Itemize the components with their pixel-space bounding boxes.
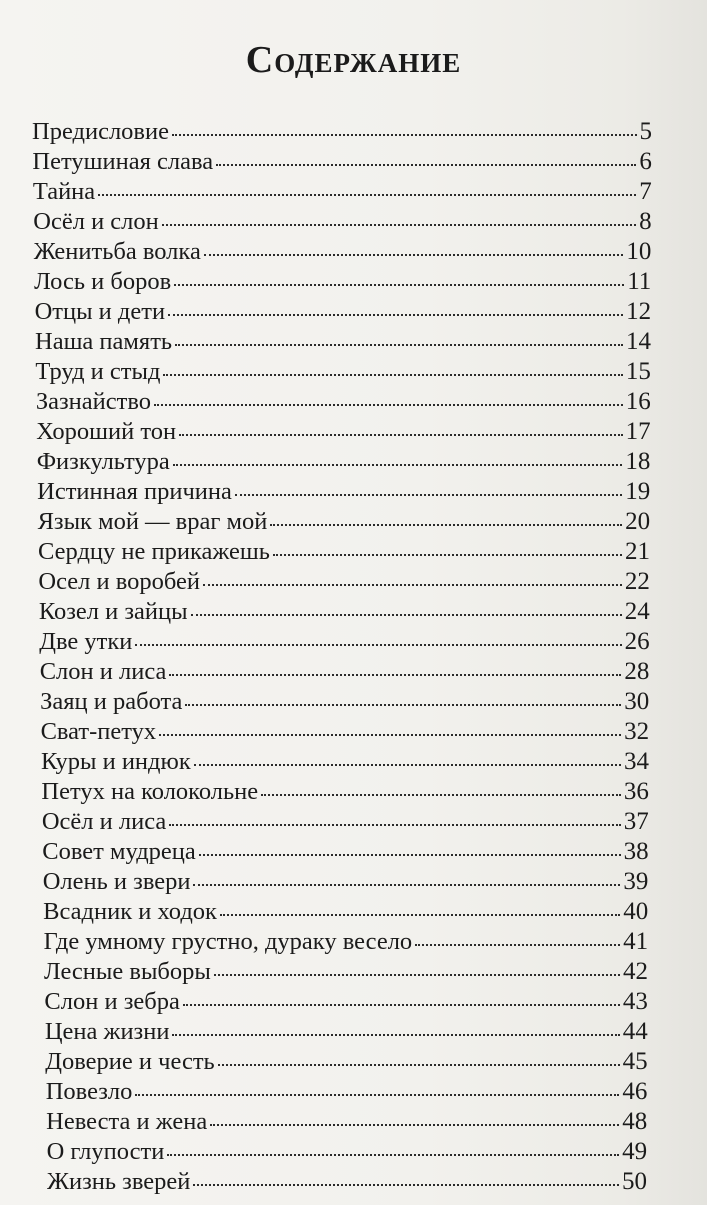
toc-entry-page-number: 18 [625,448,651,475]
toc-entry-title: Осёл и слон [33,208,159,235]
dot-leader [185,704,621,706]
toc-entry [38,538,650,566]
toc-entry-title: Отцы и дети [34,298,166,325]
toc-entry-title: Жизнь зверей [47,1168,191,1195]
dot-leader [218,1064,620,1066]
toc-entry-page-number: 30 [624,688,650,715]
toc-entry [38,568,649,596]
dot-leader [169,674,621,676]
toc-entry-title: Лось и боров [34,268,172,295]
toc-entry-title: Тайна [32,178,96,205]
dot-leader [179,434,622,436]
dot-leader [135,644,621,646]
dot-leader [235,494,622,496]
dot-leader [193,884,620,886]
toc-entry [44,988,647,1016]
toc-entry-title: Заяц и работа [40,688,183,715]
dot-leader [210,1124,619,1126]
toc-entry-page-number: 26 [624,628,650,655]
toc-entry-page-number: 48 [622,1108,648,1135]
toc-entry-page-number: 38 [623,838,649,865]
toc-entry-title: О глупости [46,1138,165,1165]
dot-leader [168,314,623,316]
toc-entry-page-number: 42 [623,958,648,985]
toc-entry-title: Слон и зебра [44,988,180,1015]
toc-entry-page-number: 37 [623,808,649,835]
dot-leader [167,1154,619,1156]
dot-leader [204,254,624,256]
toc-entry-title: Доверие и честь [45,1048,215,1075]
toc-entry-page-number: 36 [623,778,649,805]
toc-entry [47,1138,648,1166]
dot-leader [154,404,623,406]
toc-entry [47,1168,647,1196]
toc-entry-title: Совет мудреца [42,838,196,865]
toc-entry-title: Петушиная слава [32,148,214,175]
toc-entry-title: Наша память [35,328,173,355]
toc-entry-page-number: 50 [622,1168,647,1195]
toc-entry [41,748,649,776]
toc-entry-page-number: 39 [623,868,649,895]
toc-entry-page-number: 34 [624,748,649,775]
toc-entry [45,1048,647,1076]
toc-entry [45,1018,648,1046]
dot-leader [169,824,620,826]
dot-leader [193,1184,619,1186]
toc-entry-page-number: 14 [626,328,651,355]
toc-entry [32,148,651,176]
toc-entry-page-number: 10 [626,238,652,265]
toc-entry-title: Труд и стыд [35,358,161,385]
dot-leader [159,734,621,736]
toc-entry-page-number: 32 [624,718,650,745]
toc-entry-page-number: 40 [623,898,649,925]
dot-leader [175,344,623,346]
toc-entry [39,628,649,656]
toc-entry-page-number: 49 [622,1138,648,1165]
toc-entry-title: Козел и зайцы [38,598,188,625]
toc-entry [40,658,650,686]
toc-entry [34,238,652,266]
toc-entry-title: Всадник и ходок [43,898,217,925]
toc-entry-page-number: 46 [622,1078,648,1105]
toc-entry [35,298,652,326]
toc-entry [36,388,651,416]
toc-entry-title: Олень и звери [42,868,191,895]
toc-entry-title: Физкультура [36,448,170,475]
toc-entry [44,958,648,986]
toc-entry-title: Предисловие [32,118,169,145]
toc-entry-title: Осел и воробей [38,568,201,595]
toc-entry [39,598,650,626]
toc-entry-page-number: 45 [622,1048,648,1075]
toc-entry [34,268,651,296]
toc-entry [43,898,648,926]
toc-entry-page-number: 15 [625,358,651,385]
toc-entry-page-number: 11 [627,268,652,295]
toc-entry [41,778,648,806]
toc-entry-page-number: 44 [622,1018,648,1045]
toc-entry-page-number: 22 [624,568,650,595]
toc-entry-title: Невеста и жена [46,1108,208,1135]
toc-entry [32,118,652,146]
dot-leader [214,974,620,976]
dot-leader [203,584,622,586]
toc-entry-title: Две утки [39,628,133,655]
toc-entry [35,328,651,356]
toc-entry-page-number: 20 [625,508,651,535]
toc-entry [43,868,649,896]
toc-entry-title: Зазнайство [35,388,151,415]
toc-entry-page-number: 6 [639,148,652,175]
dot-leader [261,794,621,796]
dot-leader [216,164,636,166]
dot-leader [173,464,623,466]
toc-entry [33,208,651,236]
toc-entry-title: Сват-петух [40,718,157,745]
toc-entry-page-number: 16 [625,388,651,415]
toc-entry-page-number: 19 [625,478,651,505]
toc-entry [46,1108,647,1136]
dot-leader [172,134,637,136]
toc-entry-title: Истинная причина [37,478,232,505]
toc-entry [46,1078,648,1106]
toc-entry [44,928,649,956]
dot-leader [220,914,620,916]
toc-entry [38,508,651,536]
toc-entry-page-number: 21 [625,538,650,565]
toc-entry [42,808,649,836]
dot-leader [415,944,620,946]
dot-leader [183,1004,620,1006]
toc-entry-title: Язык мой — враг мой [37,508,268,535]
toc-entry [35,358,650,386]
toc-entry-title: Осёл и лиса [41,808,167,835]
toc-entry [37,448,651,476]
dot-leader [194,764,621,766]
toc-entry-title: Слон и лиса [39,658,167,685]
toc-entry-page-number: 28 [624,658,650,685]
toc-entry-title: Хороший тон [36,418,177,445]
table-of-contents [0,118,707,1198]
toc-entry-title: Женитьба волка [33,238,201,265]
dot-leader [174,284,624,286]
dot-leader [135,1094,619,1096]
toc-entry-page-number: 24 [624,598,650,625]
toc-entry-page-number: 17 [625,418,651,445]
dot-leader [172,1034,619,1036]
toc-entry-title: Петух на колокольне [41,778,259,805]
toc-entry-page-number: 5 [639,118,652,145]
dot-leader [98,194,636,196]
toc-entry-title: Куры и индюк [41,748,191,775]
toc-entry-title: Цена жизни [44,1018,170,1045]
toc-entry-page-number: 43 [622,988,648,1015]
toc-entry [42,838,648,866]
toc-entry-page-number: 7 [639,178,652,205]
toc-entry [41,718,650,746]
toc-entry-title: Где умному грустно, дураку весело [43,928,413,955]
toc-entry [33,178,652,206]
dot-leader [273,554,622,556]
toc-entry-title: Лесные выборы [44,958,211,985]
toc-entry [37,478,650,506]
dot-leader [191,614,622,616]
toc-entry [40,688,649,716]
toc-entry-title: Сердцу не прикажешь [38,538,270,565]
dot-leader [162,224,636,226]
dot-leader [270,524,622,526]
toc-entry-page-number: 8 [639,208,652,235]
dot-leader [163,374,622,376]
page-title: Содержание [245,39,462,81]
toc-entry-page-number: 41 [623,928,649,955]
toc-entry [36,418,650,446]
toc-entry-page-number: 12 [626,298,652,325]
toc-entry-title: Повезло [45,1078,133,1105]
dot-leader [199,854,621,856]
